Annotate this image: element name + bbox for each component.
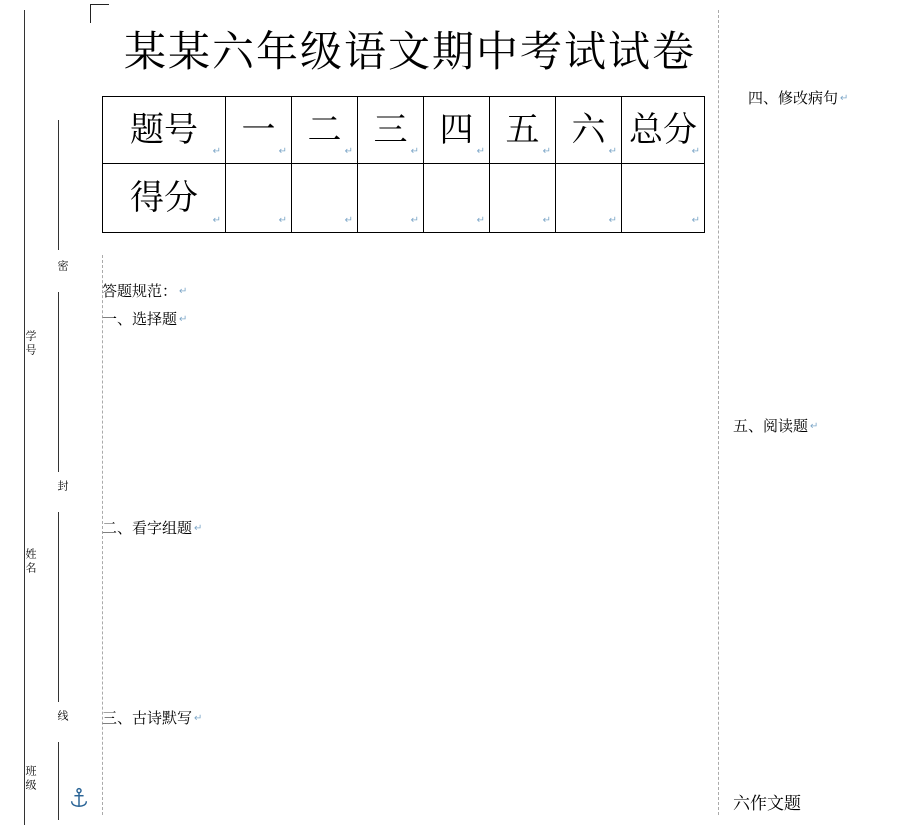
body-line-text: 一、选择题 <box>102 310 178 328</box>
right-line-section-6 <box>733 793 801 815</box>
body-line-text: 二、看字组题 <box>102 519 193 537</box>
paragraph-mark: ↵ <box>608 146 617 157</box>
paragraph-mark: ↵ <box>212 146 221 157</box>
seal-char-mi: 密 <box>56 260 68 272</box>
paragraph-mark: ↵ <box>542 215 551 226</box>
side-label-class: 班级 <box>24 765 36 793</box>
table-cell-total-label: 总分 ↵ <box>622 97 705 164</box>
table-cell-total-score[interactable] <box>622 164 705 233</box>
page-edge-rule <box>24 10 25 825</box>
paragraph-mark: ↵ <box>810 421 819 432</box>
table-cell-score-q6[interactable] <box>556 164 622 233</box>
paragraph-mark: ↵ <box>212 215 221 226</box>
seal-char-xian: 线 <box>56 710 68 722</box>
paragraph-mark: ↵ <box>410 215 419 226</box>
table-cell-q6: 六 ↵ <box>556 97 622 164</box>
seal-line-column <box>44 120 74 820</box>
anchor-icon <box>68 786 90 810</box>
paragraph-mark: ↵ <box>476 215 485 226</box>
table-row <box>103 97 705 164</box>
right-margin-guide <box>718 10 719 815</box>
paragraph-mark: ↵ <box>179 286 188 297</box>
score-table <box>102 96 705 233</box>
paragraph-mark: ↵ <box>542 146 551 157</box>
right-line-section-4 <box>748 87 848 110</box>
body-line-text: 三、古诗默写 <box>102 709 193 727</box>
table-cell-score-label: 得分 ↵ <box>103 164 226 233</box>
page-title: 某某六年级语文期中考试试卷 <box>123 27 696 76</box>
side-label-student-number: 学号 <box>24 330 36 358</box>
paragraph-mark: ↵ <box>194 713 203 724</box>
paragraph-mark: ↵ <box>278 215 287 226</box>
table-row <box>103 164 705 233</box>
table-cell-q1: 一 ↵ <box>226 97 292 164</box>
paragraph-mark: ↵ <box>476 146 485 157</box>
paragraph-mark: ↵ <box>179 314 188 325</box>
table-cell-score-q1[interactable] <box>226 164 292 233</box>
table-cell-q4: 四 ↵ <box>424 97 490 164</box>
body-line-answer-standard <box>102 280 187 303</box>
table-cell-score-q4[interactable] <box>424 164 490 233</box>
paragraph-mark: ↵ <box>840 93 849 104</box>
body-line-section-1 <box>102 308 187 331</box>
table-cell-score-q5[interactable] <box>490 164 556 233</box>
table-cell-question-label: 题号 ↵ <box>103 97 226 164</box>
paragraph-mark: ↵ <box>691 215 700 226</box>
seal-line-segment <box>58 512 59 702</box>
paragraph-mark: ↵ <box>691 146 700 157</box>
paragraph-mark: ↵ <box>608 215 617 226</box>
paragraph-mark: ↵ <box>410 146 419 157</box>
paragraph-mark: ↵ <box>344 146 353 157</box>
text-area-corner-mark <box>90 4 109 23</box>
body-line-text: 答题规范： <box>102 282 178 300</box>
right-line-text: 六作文题 <box>733 794 801 814</box>
side-label-name: 姓名 <box>24 548 36 576</box>
seal-line-segment <box>58 742 59 820</box>
body-line-section-3 <box>102 707 202 730</box>
paragraph-mark: ↵ <box>194 523 203 534</box>
seal-line-segment <box>58 120 59 250</box>
seal-char-feng: 封 <box>56 480 68 492</box>
table-cell-score-q3[interactable] <box>358 164 424 233</box>
table-cell-q2: 二 ↵ <box>292 97 358 164</box>
paragraph-mark: ↵ <box>344 215 353 226</box>
table-cell-q3: 三 ↵ <box>358 97 424 164</box>
body-line-section-2 <box>102 517 202 540</box>
right-line-text: 五、阅读题 <box>733 417 809 435</box>
right-line-section-5 <box>733 415 818 438</box>
table-cell-q5: 五 ↵ <box>490 97 556 164</box>
right-line-text: 四、修改病句 <box>748 89 839 107</box>
table-cell-score-q2[interactable] <box>292 164 358 233</box>
seal-line-segment <box>58 292 59 472</box>
paragraph-mark: ↵ <box>278 146 287 157</box>
